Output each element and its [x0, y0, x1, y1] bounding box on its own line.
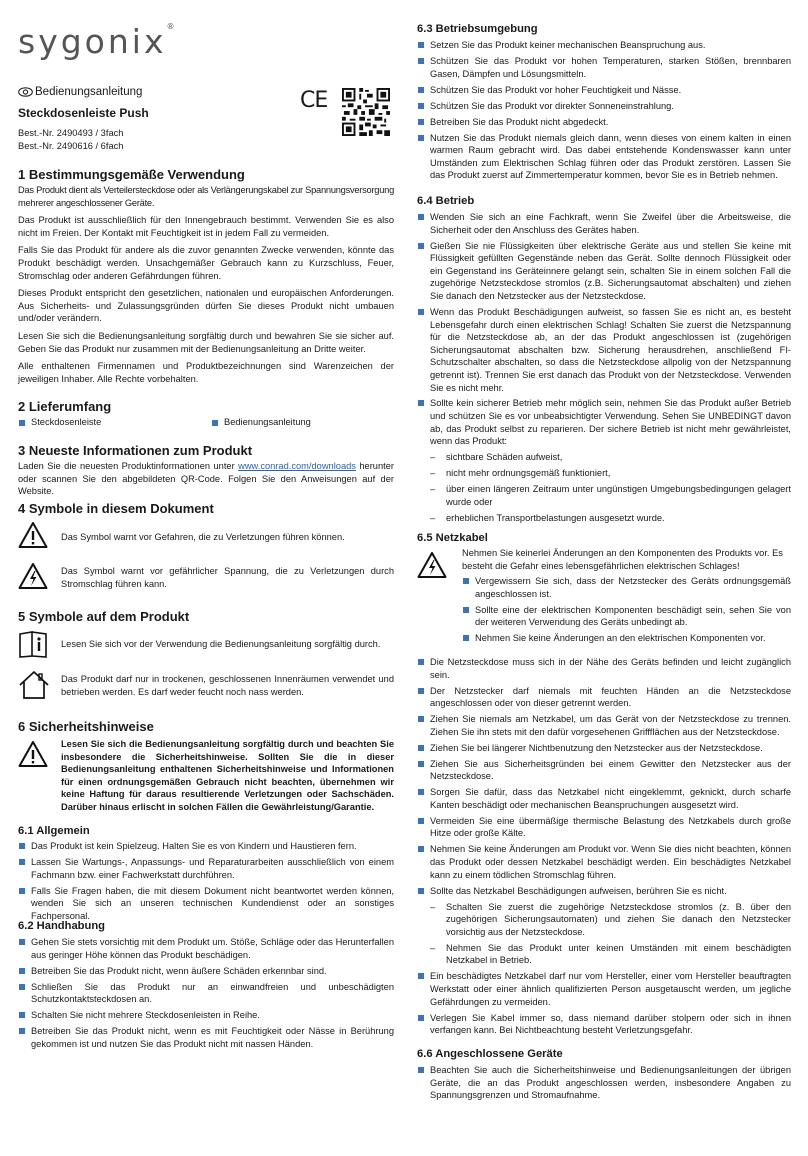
- power-cable-block: [417, 656, 791, 1040]
- house-symbol-text: Das Produkt darf nur in trockenen, geschlossenen Innenräumen verwendet und betrieben werden. Es darf weder feucht noch nass werden.: [61, 674, 394, 697]
- s1-paragraph: Das Produkt dient als Verteilersteckdose oder als Verlängerungskabel zur Spannungsversorgung mehrerer angeschlossener Geräte.: [18, 185, 394, 208]
- downloads-link[interactable]: www.conrad.com/downloads: [238, 461, 356, 471]
- list-item: Betreiben Sie das Produkt nicht, wenn es mit Feuchtigkeit oder Nässe in Berührung gekommen ist und nutzen Sie das Produkt nicht mit nassen Händen.: [18, 1025, 394, 1050]
- list-item: – Schalten Sie zuerst die zugehörige Netzsteckdose stromlos (z. B. über den zugehörigen Sicherungsautomaten) und ziehen Sie danach den Netzstecker vorsichtig aus der Netzsteckdose.: [417, 901, 791, 939]
- list-item: Der Netzstecker darf niemals mit feuchten Händen an die Netzsteckdose angeschlossen oder von dieser getrennt werden.: [417, 685, 791, 710]
- list-item: Vergewissern Sie sich, dass der Netzstecker des Geräts ordnungsgemäß angeschlossen ist.: [462, 575, 791, 600]
- section-3-title: 3 Neueste Informationen zum Produkt: [18, 443, 253, 458]
- scope-of-delivery-list: [18, 417, 394, 427]
- s1-paragraph: Das Produkt ist ausschließlich für den Innengebrauch bestimmt. Verwenden Sie es also nicht im Freien. Der Kontakt mit Feuchtigkeit ist in jedem Fall zu vermeiden.: [18, 215, 394, 238]
- section-6-5-title: 6.5 Netzkabel: [417, 532, 488, 544]
- section-1-body: [18, 184, 394, 385]
- power-cable-intro: Nehmen Sie keinerlei Änderungen an den Komponenten des Produkts vor. Es besteht die Gefahr eines lebensgefährlichen elektrischen Schlages!: [462, 548, 783, 571]
- list-item: Die Netzsteckdose muss sich in der Nähe des Geräts befinden und leicht zugänglich sein.: [417, 656, 791, 681]
- section-6-4-title: 6.4 Betrieb: [417, 195, 475, 207]
- eye-icon: [18, 87, 33, 97]
- voltage-symbol-text: Das Symbol warnt vor gefährlicher Spannung, die zu Verletzungen durch Stromschlag führen kann.: [61, 566, 394, 589]
- section-3-body: [18, 460, 394, 498]
- list-item: Ziehen Sie niemals am Netzkabel, um das Gerät von der Netzsteckdose zu trennen. Ziehen Sie ihn stets mit den dafür vorgesehenen Griffflächen aus der Netzsteckdose.: [417, 713, 791, 738]
- list-item: Falls Sie Fragen haben, die mit diesem Dokument nicht beantwortet werden können, wenden Sie sich an unseren technischen Kundendienst oder an sonstiges Fachpersonal.: [18, 885, 394, 923]
- list-item: Betreiben Sie das Produkt nicht abgedeckt.: [417, 116, 791, 129]
- high-voltage-icon: [18, 562, 48, 590]
- list-item: Schalten Sie nicht mehrere Steckdosenleisten in Reihe.: [18, 1009, 394, 1022]
- list-item: Schließen Sie das Produkt nur an einwandfreien und unbeschädigten Schutzkontaktsteckdosen an.: [18, 981, 394, 1006]
- manual-label-row: [18, 86, 142, 98]
- section-2-title: 2 Lieferumfang: [18, 399, 112, 414]
- operating-environment-list: [417, 39, 791, 185]
- s3-text: Laden Sie die neuesten Produktinformationen unter: [18, 461, 239, 471]
- power-cable-list: [417, 656, 791, 897]
- list-item: Das Produkt ist kein Spielzeug. Halten Sie es von Kindern und Haustieren fern.: [18, 840, 394, 853]
- power-cable-warning: [462, 547, 791, 648]
- list-item: Beachten Sie auch die Sicherheitshinweise und Bedienungsanleitungen der übrigen Geräte, die an das Produkt angeschlossen werden, insbesondere Angaben zu Spannungsgrenzen und Stromaufnahme.: [417, 1064, 791, 1102]
- warning-symbol-text: Das Symbol warnt vor Gefahren, die zu Verletzungen führen können.: [61, 532, 345, 542]
- section-1-title: 1 Bestimmungsgemäße Verwendung: [18, 167, 245, 182]
- s1-paragraph: Falls Sie das Produkt für andere als die zuvor genannten Zwecke verwenden, könnte das Produkt beschädigt werden. Unsachgemäßer Gebrauch kann zu Kurzschluss, Feuer, Stromschlag oder anderen Gefährdungen führen.: [18, 245, 394, 281]
- list-item: Ziehen Sie bei längerer Nichtbenutzung den Netzstecker aus der Netzsteckdose.: [417, 742, 791, 755]
- list-item: Nehmen Sie keine Änderungen am Produkt vor. Wenn Sie dies nicht beachten, können das Produkt oder dessen Netzkabel beschädigt werden. Ein beschädigtes Netzkabel kann zu einem tödlichen Stromschlag führen.: [417, 843, 791, 881]
- warning-triangle-icon: [18, 521, 48, 549]
- list-item: – über einen längeren Zeitraum unter ungünstigen Umgebungsbedingungen gelagert wurde oder: [417, 483, 791, 508]
- book-symbol-text: Lesen Sie sich vor der Verwendung die Bedienungsanleitung sorgfältig durch.: [61, 639, 381, 649]
- list-item: Lassen Sie Wartungs-, Anpassungs- und Reparaturarbeiten ausschließlich von einem Fachmann bzw. einer Fachwerkstatt durchführen.: [18, 856, 394, 881]
- list-item: Vermeiden Sie eine übermäßige thermische Belastung des Netzkabels durch große Hitze oder große Kälte.: [417, 815, 791, 840]
- order-number-6: Best.-Nr. 2490616 / 6fach: [18, 141, 124, 151]
- list-item: Schützen Sie das Produkt vor hoher Feuchtigkeit und Nässe.: [417, 84, 791, 97]
- s3-text: herunter oder scannen Sie den abgebildeten QR-Code. Folgen Sie den Anweisungen auf der Website.: [18, 461, 394, 497]
- list-item: Sollte kein sicherer Betrieb mehr möglich sein, nehmen Sie das Produkt außer Betrieb und schützen Sie es vor unbeabsichtigter Verwendung. Sehen Sie UNBEDINGT davon ab, das Produkt selbst zu reparieren. Der sichere Betrieb ist nicht mehr gewährleistet, wenn das Produkt:: [417, 397, 791, 447]
- ce-mark-icon: CE: [300, 88, 328, 113]
- safety-warning-text: Lesen Sie sich die Bedienungsanleitung sorgfältig durch und beachten Sie insbesondere die Sicherheitshinweise. Sollten Sie die in dieser Bedienungsanleitung enthaltenen Sicherheitshinweise und Informationen für einen ordnungsgemäßen Gebrauch nicht beachten, übernehmen wir keine Haftung für daraus resultierende Verletzungen oder Sachschäden. Darüber hinaus erlischt in solchen Fällen die Gewährleistung/Garantie.: [61, 739, 394, 812]
- indoor-house-icon: [18, 670, 50, 700]
- list-item: Nehmen Sie keine Änderungen an den elektrischen Komponenten vor.: [462, 632, 791, 645]
- list-item: Sollte das Netzkabel Beschädigungen aufweisen, berühren Sie es nicht.: [417, 885, 791, 898]
- operation-list: [417, 211, 791, 448]
- s1-paragraph: Alle enthaltenen Firmennamen und Produktbezeichnungen sind Warenzeichen der jeweiligen Inhaber. Alle Rechte vorbehalten.: [18, 361, 394, 384]
- order-number-3: Best.-Nr. 2490493 / 3fach: [18, 128, 124, 138]
- section-5-title: 5 Symbole auf dem Produkt: [18, 609, 190, 624]
- brand-logo: sygonix®: [18, 22, 175, 61]
- general-safety-list: [18, 840, 394, 926]
- list-item: – erheblichen Transportbelastungen ausgesetzt wurde.: [417, 512, 791, 525]
- list-item: Ziehen Sie aus Sicherheitsgründen bei einem Gewitter den Netzstecker aus der Netzsteckdose.: [417, 758, 791, 783]
- manual-book-icon: [18, 629, 48, 659]
- section-4-title: 4 Symbole in diesem Dokument: [18, 501, 214, 516]
- power-cable-list-2: [417, 970, 791, 1036]
- operation-conditions-list: [417, 451, 791, 524]
- connected-devices-list: [417, 1064, 791, 1105]
- list-item: Nutzen Sie das Produkt niemals gleich dann, wenn dieses von einem kalten in einen warmen Raum gebracht wird. Das dabei entstehende Kondenswasser kann unter Umständen zum Elektrischen Schlag führen oder das Produkt zerstören. Lassen Sie das Produkt zuerst auf Zimmertemperatur kommen, bevor Sie es in Betrieb nehmen.: [417, 132, 791, 182]
- list-item: Betreiben Sie das Produkt nicht, wenn äußere Schäden erkennbar sind.: [18, 965, 394, 978]
- list-item: – sichtbare Schäden aufweist,: [417, 451, 791, 464]
- list-item: Verlegen Sie Kabel immer so, dass niemand darüber stolpern oder sich in ihnen verfangen kann. Bei Nichtbeachtung besteht Verletzungsgefahr.: [417, 1012, 791, 1037]
- list-item: Schützen Sie das Produkt vor direkter Sonneneinstrahlung.: [417, 100, 791, 113]
- section-6-1-title: 6.1 Allgemein: [18, 825, 90, 837]
- list-item: Gießen Sie nie Flüssigkeiten über elektrische Geräte aus und stellen Sie keine mit Flüssigkeit gefüllten Gegenstände neben das Gerät. Sollte dennoch Flüssigkeit oder ein Gegenstand ins Geräteinnere gelangt sein, schalten Sie in einem solchen Fall die zugehörige Netzsteckdose stromlos (z.B. Sicherungsautomat abschalten) und ziehen Sie danach den Netzstecker aus der Netzsteckdose.: [417, 240, 791, 303]
- list-item: – Nehmen Sie das Produkt unter keinen Umständen mit einem beschädigten Netzkabel in Betrieb.: [417, 942, 791, 967]
- manual-label: Bedienungsanleitung: [35, 86, 143, 98]
- list-item: Wenden Sie sich an eine Fachkraft, wenn Sie Zweifel über die Arbeitsweise, die Sicherheit oder den Anschluss des Gerätes haben.: [417, 211, 791, 236]
- section-6-6-title: 6.6 Angeschlossene Geräte: [417, 1048, 563, 1060]
- qr-code-icon: [342, 88, 390, 136]
- section-6-3-title: 6.3 Betriebsumgebung: [417, 23, 538, 35]
- list-item: Gehen Sie stets vorsichtig mit dem Produkt um. Stöße, Schläge oder das Herunterfallen aus geringer Höhe können das Produkt beschädigen.: [18, 936, 394, 961]
- list-item: Wenn das Produkt Beschädigungen aufweist, so fassen Sie es nicht an, es besteht Lebensgefahr durch einen elektrischen Schlag! Schalten Sie zuerst die Netzspannung für die Netzsteckdose ab, an der das Produkt angeschlossen ist (zugehörigen Sicherungsautomat abschalten bzw. Sicherung herausdrehen, anschließend FI-Schutzschalter abschalten, so dass die Netzsteckdose allpolig von der Netzspannung getrennt ist). Trennen Sie erst danach das Produkt von der Netzsteckdose. Verwenden Sie es nicht mehr.: [417, 306, 791, 394]
- list-item: Setzen Sie das Produkt keiner mechanischen Beanspruchung aus.: [417, 39, 791, 52]
- power-cable-sublist: [462, 575, 791, 645]
- s1-paragraph: Dieses Produkt entspricht den gesetzlichen, nationalen und europäischen Anforderungen. Aus Sicherheits- und Zulassungsgründen dürfen Sie dieses Produkt nicht umbauen und/oder verändern.: [18, 288, 394, 324]
- operation-block: [417, 211, 791, 528]
- section-6-2-title: 6.2 Handhabung: [18, 920, 106, 932]
- warning-triangle-icon: [18, 740, 48, 768]
- damaged-cable-steps: [417, 901, 791, 967]
- delivery-item: Steckdosenleiste: [18, 417, 211, 427]
- list-item: Ein beschädigtes Netzkabel darf nur vom Hersteller, einer vom Hersteller beauftragten Werkstatt oder einer ähnlich qualifizierten Person ausgetauscht werden, um jegliche Gefährdungen zu vermeiden.: [417, 970, 791, 1008]
- list-item: – nicht mehr ordnungsgemäß funktioniert,: [417, 467, 791, 480]
- list-item: Sollte eine der elektrischen Komponenten beschädigt sein, sehen Sie von der weiteren Verwendung des Geräts unbedingt ab.: [462, 604, 791, 629]
- high-voltage-icon: [417, 551, 447, 579]
- delivery-item: Bedienungsanleitung: [211, 417, 311, 427]
- s1-paragraph: Lesen Sie sich die Bedienungsanleitung sorgfältig durch und bewahren Sie sie sicher auf. Geben Sie das Produkt nur zusammen mit der Bedienungsanleitung an Dritte weiter.: [18, 330, 394, 354]
- list-item: Schützen Sie das Produkt vor hohen Temperaturen, starken Stößen, brennbaren Gasen, Dämpfen und Lösungsmitteln.: [417, 55, 791, 80]
- section-6-title: 6 Sicherheitshinweise: [18, 719, 154, 734]
- list-item: Sorgen Sie dafür, dass das Netzkabel nicht eingeklemmt, geknickt, durch scharfe Kanten beschädigt oder mechanischen Beanspruchungen ausgesetzt wird.: [417, 786, 791, 811]
- handling-list: [18, 936, 394, 1054]
- product-title: Steckdosenleiste Push: [18, 106, 149, 120]
